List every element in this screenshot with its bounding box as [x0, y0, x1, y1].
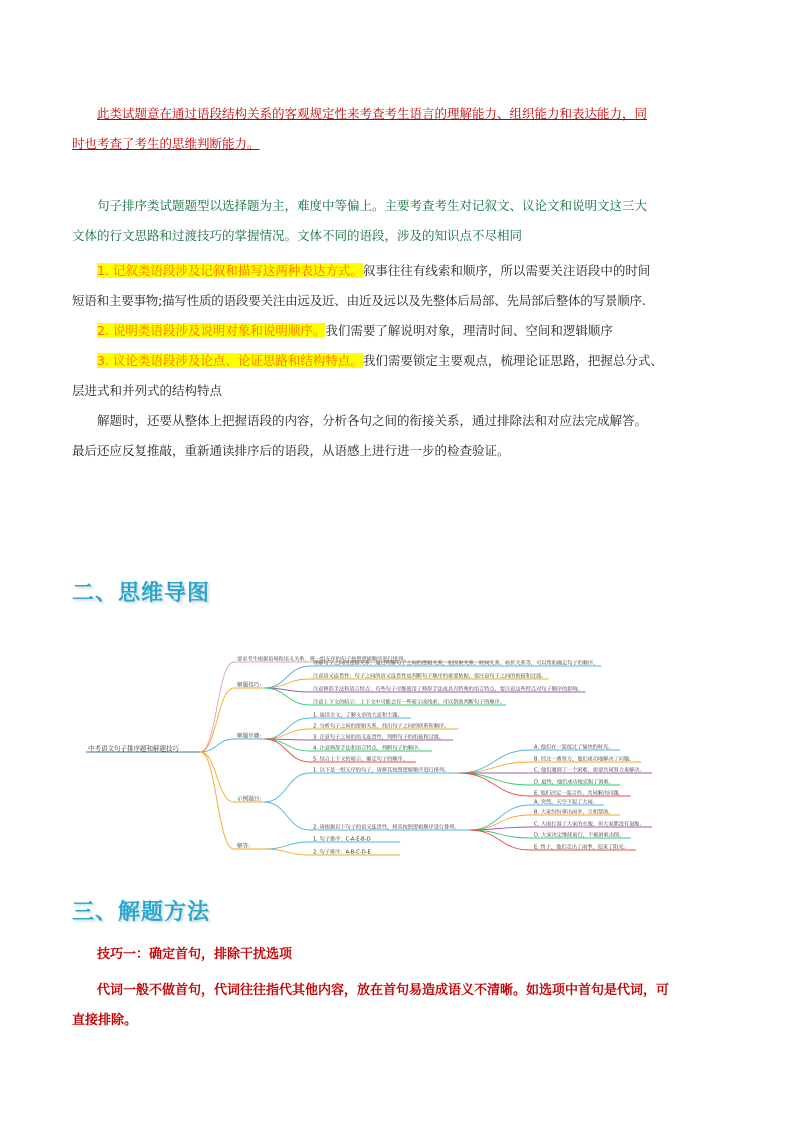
points-list	[72, 256, 732, 466]
section-2-heading: 二、思维导图	[72, 580, 211, 606]
mind-map-q2-option-1: A. 突然，天空下起了大雨。	[534, 799, 598, 806]
solve-line-2: 最后还应反复推敲，重新通读排序后的语段，从语感上进行进一步的检查验证。	[72, 443, 510, 458]
point-1-highlight: 1. 记叙类语段涉及记叙和描写这两种表达方式。	[97, 263, 363, 278]
mind-map-link-q2-option-3	[469, 827, 530, 830]
intro-text-1: 此类试题意在通过语段结构关系的客观规定性来考查考生语言的理解能力、组织能力和表达能力，同	[97, 106, 648, 121]
point-2	[72, 316, 732, 346]
mind-map-top-note: 要求考生根据语境和语义关系，将一组无序的句子按照逻辑顺序进行排列。	[237, 656, 409, 663]
mind-map-link-b4-item-1	[264, 842, 310, 849]
mind-map-b2-item-2: 2. 分析句子之间的逻辑关系，找出句子之间的联系和顺序。	[313, 723, 450, 730]
method-1	[72, 940, 732, 1036]
mind-map-link-q1-option-1	[458, 750, 530, 773]
mind-map-link-b2-item-1	[264, 718, 310, 739]
method-1-title: 技巧一：确定首句，排除干扰选项	[97, 947, 293, 962]
mind-map-root: 中考语文句子排序题和解题技巧	[88, 744, 179, 753]
overview-paragraph	[72, 191, 732, 251]
mind-map-link-question-1	[264, 773, 310, 802]
mind-map-question-1: 1. 以下是一组无序的句子，请将其按照逻辑顺序进行排列。	[313, 767, 450, 774]
point-2-highlight: 2. 说明类语段涉及说明对象和说明顺序。	[97, 323, 326, 338]
mind-map-link-b2-item-2	[264, 729, 310, 739]
mind-map-link-q2-option-4	[469, 830, 530, 838]
mind-map-q1-option-2: B. 经过一番努力，他们成功地解决了问题。	[534, 756, 635, 763]
solve-line-1: 解题时，还要从整体上把握语段的内容，分析各句之间的衔接关系，通过排除法和对应法完成解答。	[97, 413, 648, 428]
mind-map-q2-option-2: B. 大家纷纷拿出雨伞，互相帮助。	[534, 809, 614, 816]
point-3	[72, 346, 732, 376]
mind-map-b1-item-2: 注意语义连贯性：句子之间的语义连贯性是判断句子顺序的重要依据，要注意句子之间的衔接和过渡。	[313, 673, 547, 680]
mind-map-link-b2-item-4	[264, 739, 310, 751]
mind-map-branch-1-label: 解题技巧:	[237, 682, 262, 689]
mind-map-link-q2-option-1	[469, 805, 530, 830]
point-3-text: 我们需要锁定主要观点，梳理论证思路，把握总分式、	[362, 353, 663, 368]
point-1-text: 叙事往往有线索和顺序，所以需要关注语段中的时间	[362, 263, 651, 278]
mind-map-link-q2-option-5	[469, 830, 530, 850]
mind-map-link-b1-item-2	[264, 679, 310, 688]
mind-map-q2-option-4: D. 大家决定继续前行，不被困难击倒。	[534, 832, 625, 839]
mind-map-b2-item-1: 1. 通读全文，了解文章的大意和主题。	[313, 712, 403, 719]
mind-map-b2-item-3: 3. 注意句子之间的语义连贯性，判断句子的衔接和过渡。	[313, 734, 445, 741]
point-2-text: 我们需要了解说明对象，理清时间、空间和逻辑顺序	[325, 323, 613, 338]
mind-map-link-branch-3	[200, 752, 234, 802]
intro-line-2	[72, 129, 732, 159]
mind-map-link-top-note	[200, 662, 234, 752]
mind-map-q1-option-5: E. 他们决定一起合作，共同解决问题。	[534, 790, 624, 797]
point-1	[72, 256, 732, 286]
section-3-heading: 三、解题方法	[72, 899, 211, 925]
intro-paragraph	[72, 99, 732, 159]
mind-map-b4-item-1: 1. 句子排序：C-A-E-B-D	[313, 836, 371, 843]
mind-map-b1-item-1: 理解句子之间的逻辑关系：通过理解句子之间的逻辑关系，如因果关系、时间关系、转折关系等，可以帮助确定句子的顺序。	[313, 660, 599, 667]
mind-map-q1-option-1: A. 他们在一起度过了愉快的时光。	[534, 744, 614, 751]
method-1-body	[72, 976, 732, 1036]
point-1-continuation: 短语和主要事物;描写性质的语段要关注由远及近、由近及远以及先整体后局部、先局部后整体的写景顺序.	[72, 293, 646, 308]
mind-map-q1-option-4: D. 最终，他们成功地克服了困难。	[534, 779, 614, 786]
mind-map-branch-3-label: 示例题目:	[237, 796, 262, 803]
mind-map-link-b1-item-1	[264, 666, 310, 688]
mind-map	[82, 645, 722, 860]
point-3-continuation: 层进式和并列式的结构特点	[72, 383, 223, 398]
mind-map-b1-item-4: 注意上下文的暗示：上下文中可能会有一些暗示或线索，可以帮助判断句子的顺序。	[313, 699, 505, 706]
intro-text-2: 时也考查了考生的思维判断能力。	[72, 136, 260, 151]
mind-map-link-branch-1	[200, 688, 234, 752]
method-1-line-1: 代词一般不做首句，代词往往指代其他内容，放在首句易造成语义不清晰。如选项中首句是代词，可	[97, 983, 670, 998]
intro-line-1	[72, 99, 732, 129]
mind-map-b2-item-4: 4. 注意修辞手法和语言特点，判断句子的顺序。	[313, 745, 424, 752]
mind-map-link-q1-option-4	[458, 773, 530, 785]
overview-line-1: 句子排序类试题题型以选择题为主，难度中等偏上。主要考查考生对记叙文、议论文和说明文这三大	[97, 198, 648, 213]
mind-map-link-b4-item-2	[264, 849, 310, 855]
mind-map-q1-option-3: C. 他们遇到了一个困难，需要共同努力来解决。	[534, 767, 645, 774]
mind-map-b4-item-2: 2. 句子排序：A-B-C-D-E	[313, 849, 371, 856]
mind-map-link-b1-item-4	[264, 688, 310, 705]
mind-map-link-q1-option-2	[458, 762, 530, 773]
mind-map-branch-4-label: 解答:	[237, 843, 251, 850]
overview-line-2: 文体的行文思路和过渡技巧的掌握情况。文体不同的语段，涉及的知识点不尽相同	[72, 228, 523, 243]
point-3-highlight: 3. 议论类语段涉及论点、论证思路和结构特点。	[97, 353, 363, 368]
mind-map-question-2: 2. 请根据以下句子的语义连贯性，将其按照逻辑顺序进行排列。	[313, 824, 460, 831]
mind-map-b1-item-3: 注意修辞手法和语言特点：有些句子可能使用了修辞手法或具有特殊的语言特点，要注意这些特点对句子顺序的影响。	[313, 686, 583, 693]
mind-map-q2-option-3: C. 大雨打湿了大家的衣服，但大家都没有退缩。	[534, 821, 645, 828]
mind-map-b2-item-5: 5. 结合上下文的暗示，确定句子的顺序。	[313, 756, 408, 763]
mind-map-branch-2-label: 解题步骤:	[237, 733, 262, 740]
mind-map-q2-option-5: E. 终于，他们走出了雨季，迎来了阳光。	[534, 844, 629, 851]
mind-map-link-question-2	[264, 802, 310, 830]
method-1-line-2: 直接排除。	[72, 1013, 138, 1028]
